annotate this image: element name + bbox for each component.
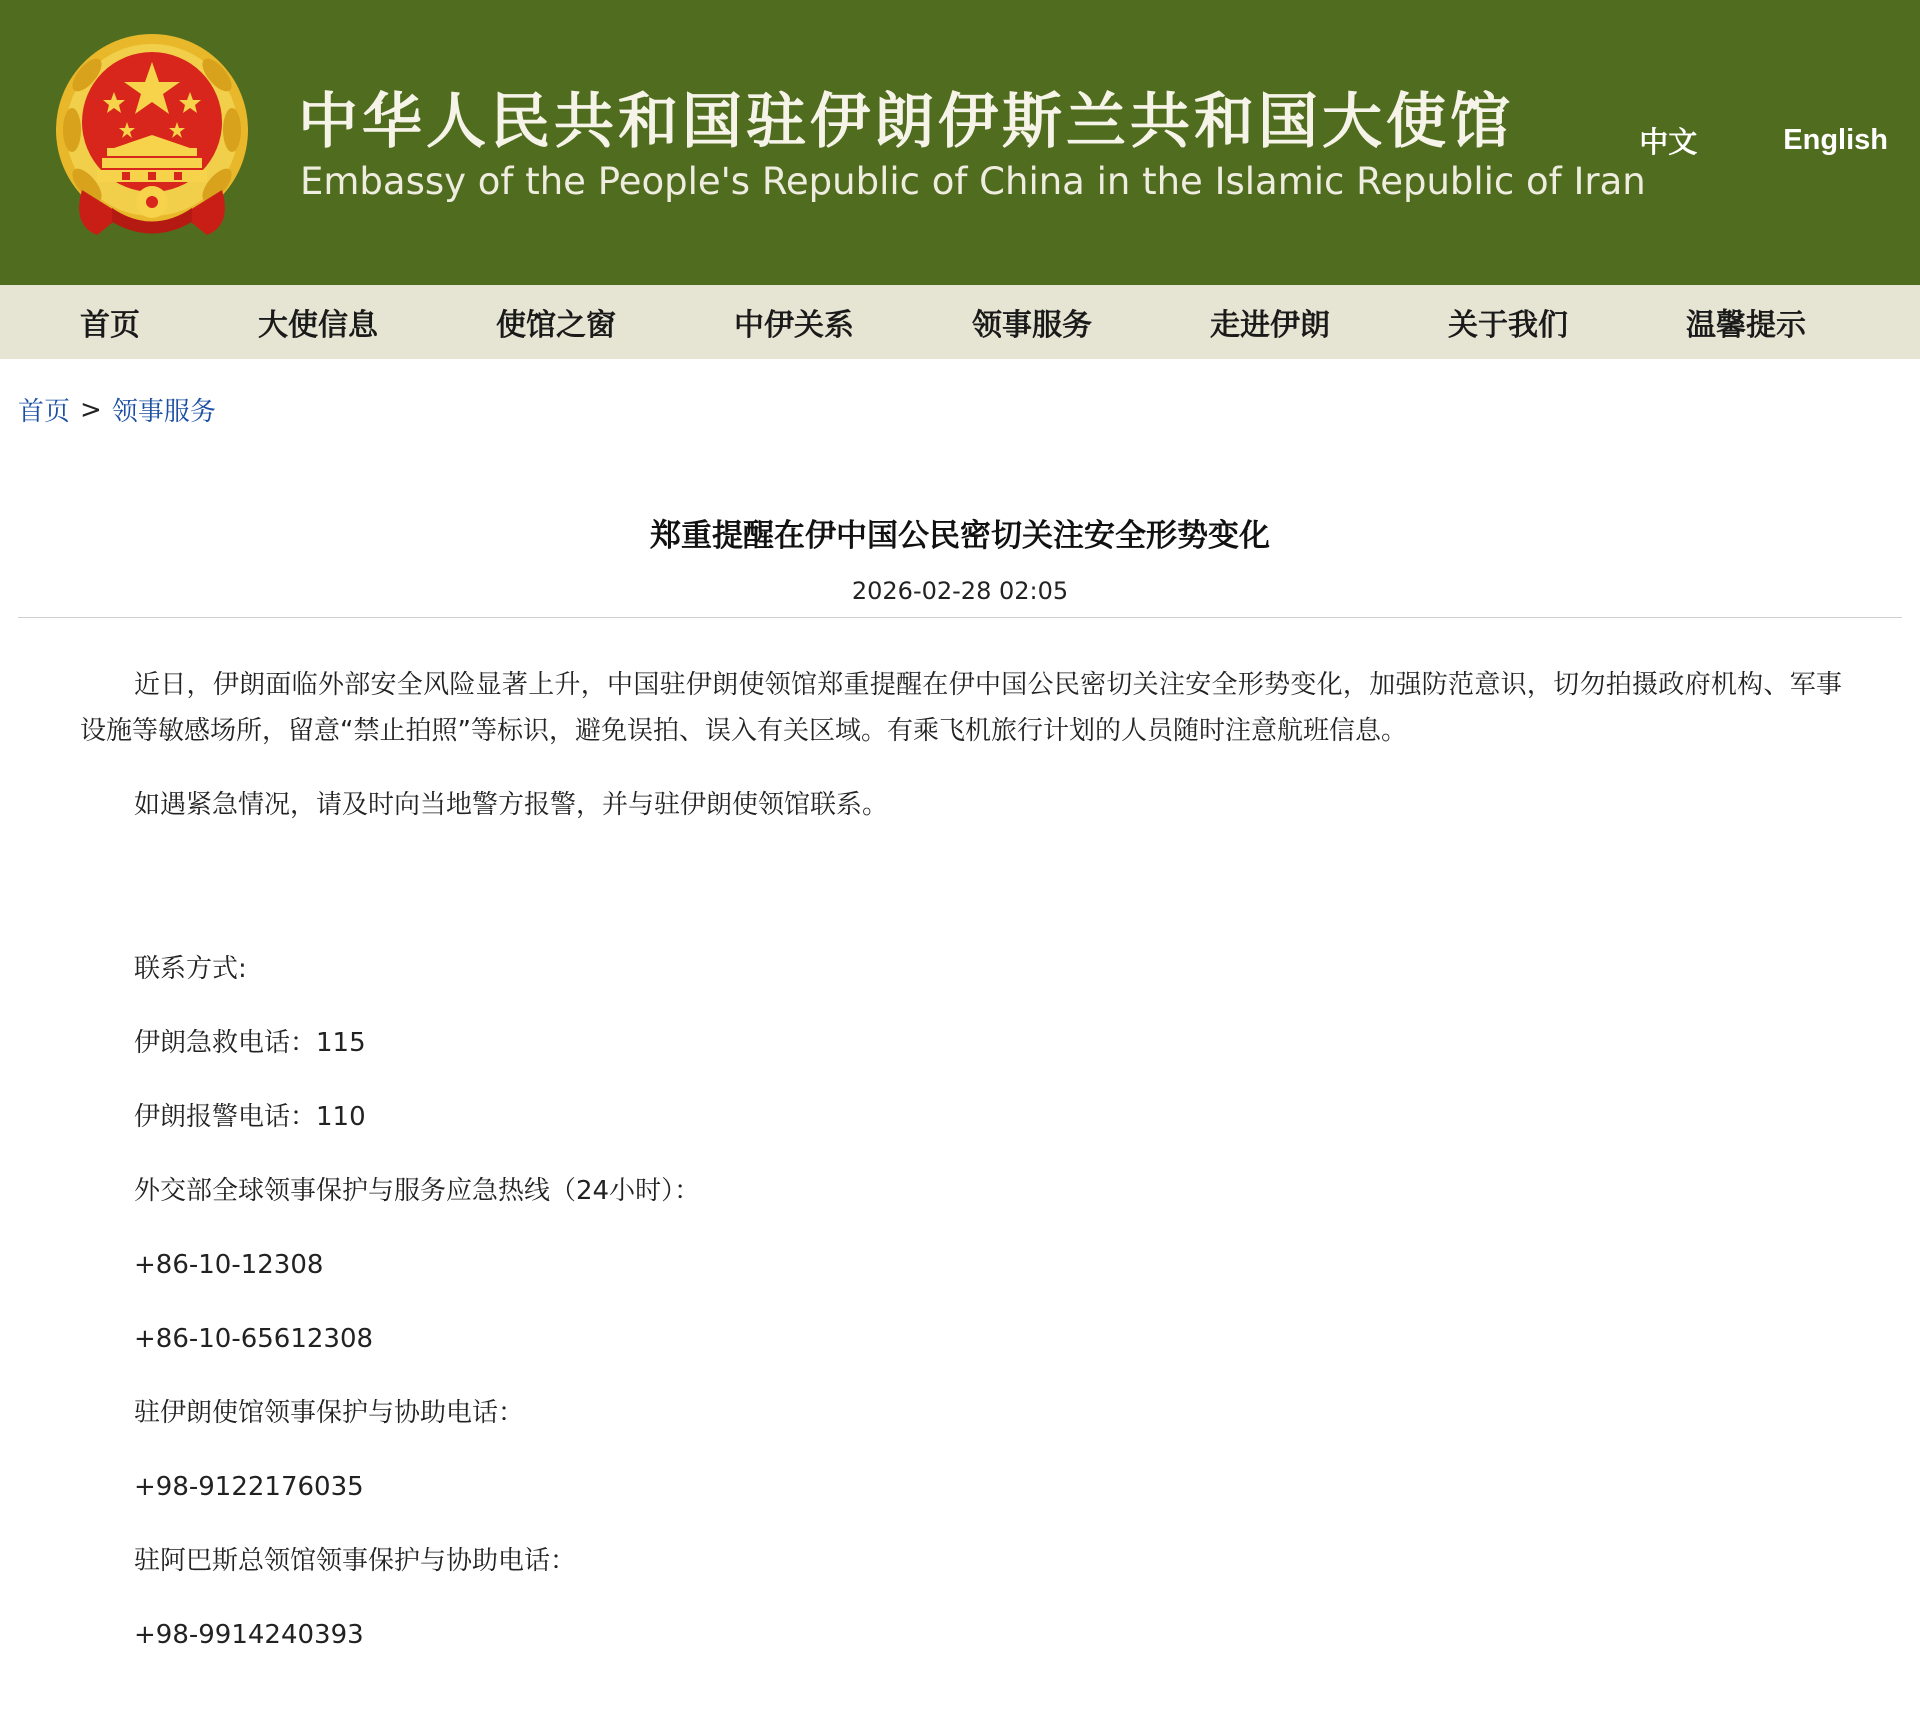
breadcrumb-home-link[interactable]: 首页 (18, 397, 71, 427)
contact-line: 伊朗急救电话：115 (134, 1028, 366, 1058)
nav-item-reminders[interactable]: 温馨提示 (1686, 308, 1806, 343)
nav-item-embassy-window[interactable]: 使馆之窗 (496, 308, 616, 343)
nav-item-about-us[interactable]: 关于我们 (1448, 308, 1568, 343)
nav-item-about-iran[interactable]: 走进伊朗 (1210, 308, 1330, 343)
language-switcher (1639, 120, 1888, 161)
contact-line: 伊朗报警电话：110 (134, 1102, 366, 1132)
article-title: 郑重提醒在伊中国公民密切关注安全形势变化 (650, 518, 1270, 554)
national-emblem-icon (52, 30, 252, 245)
nav-item-china-iran-relations[interactable]: 中伊关系 (734, 308, 854, 343)
language-chinese-link[interactable]: 中文 (1639, 127, 1698, 159)
language-english-link[interactable]: English (1783, 124, 1888, 156)
site-title-chinese: 中华人民共和国驻伊朗伊斯兰共和国大使馆 (298, 87, 1514, 157)
contact-line: 驻阿巴斯总领馆领事保护与协助电话： (134, 1546, 577, 1576)
article-paragraph: 如遇紧急情况，请及时向当地警方报警，并与驻伊朗使领馆联系。 (134, 790, 889, 820)
contact-heading: 联系方式: (134, 954, 247, 984)
contact-phone: +98-9122176035 (134, 1472, 364, 1502)
article-date: 2026-02-28 02:05 (851, 577, 1069, 605)
breadcrumb-separator: > (80, 394, 102, 425)
breadcrumb-current-link[interactable]: 领事服务 (111, 397, 216, 427)
main-navigation (0, 285, 1920, 359)
article-body (0, 618, 1920, 1658)
contact-line: 外交部全球领事保护与服务应急热线（24小时）： (134, 1176, 701, 1206)
nav-item-ambassador[interactable]: 大使信息 (258, 308, 378, 343)
site-title-english: Embassy of the People's Republic of China in the Islamic Republic of Iran (300, 160, 1646, 203)
paragraph-spacer (80, 856, 1842, 946)
nav-item-consular-services[interactable]: 领事服务 (972, 308, 1092, 343)
article-paragraph: 近日，伊朗面临外部安全风险显著上升，中国驻伊朗使领馆郑重提醒在伊中国公民密切关注安全形势变化，加强防范意识，切勿拍摄政府机构、军事设施等敏感场所，留意“禁止拍照”等标识，避免误拍、误入有关区域。有乘飞机旅行计划的人员随时注意航班信息。 (80, 670, 1842, 746)
nav-item-home[interactable]: 首页 (80, 308, 140, 343)
contact-line: 驻伊朗使馆领事保护与协助电话： (134, 1398, 525, 1428)
site-header (0, 0, 1920, 285)
contact-phone: +86-10-12308 (134, 1250, 324, 1280)
contact-phone: +98-9914240393 (134, 1620, 364, 1650)
breadcrumb (18, 391, 1920, 428)
contact-phone: +86-10-65612308 (134, 1324, 374, 1354)
